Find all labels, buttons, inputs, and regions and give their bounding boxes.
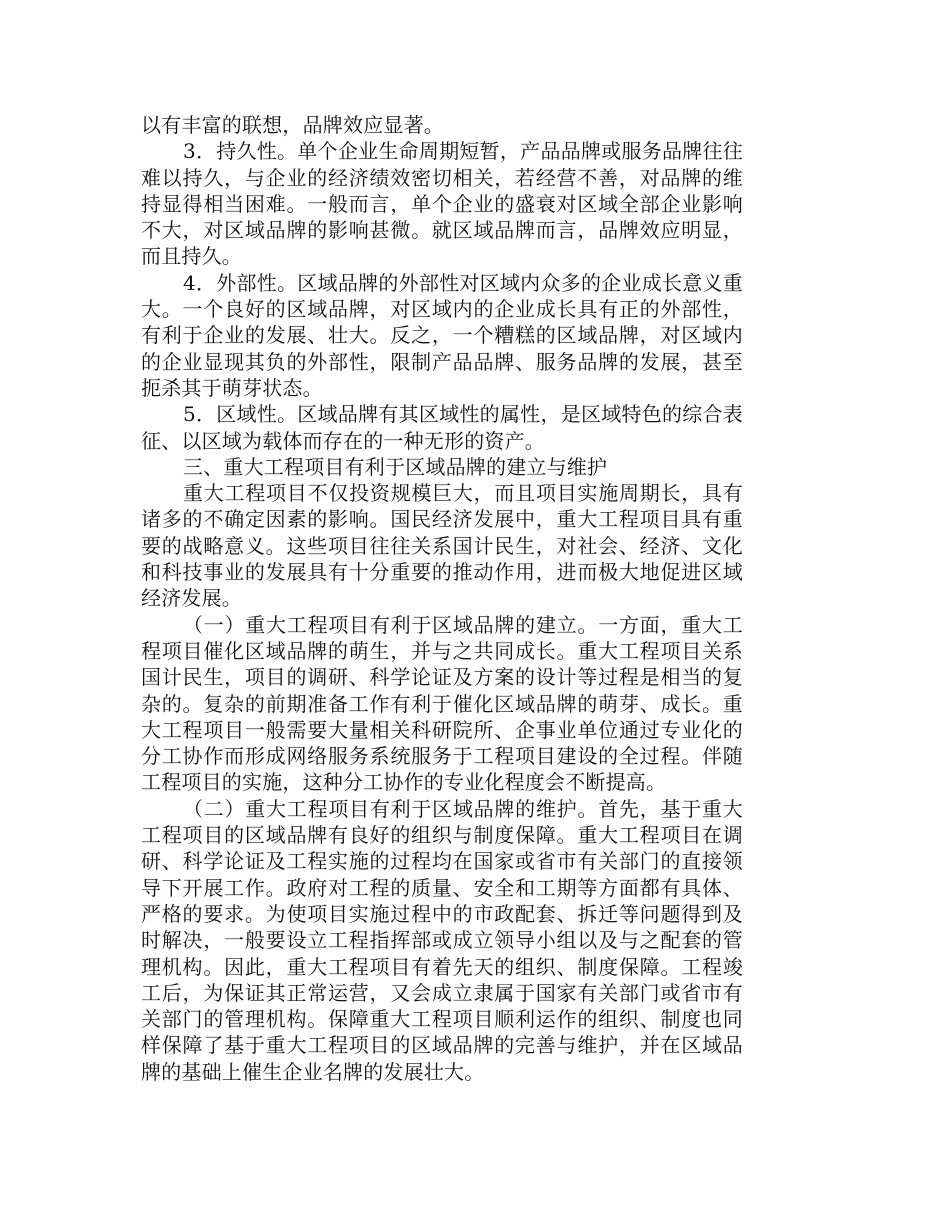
document-page bbox=[141, 112, 743, 1085]
paragraph-brand-maintenance: （二）重大工程项目有利于区域品牌的维护。首先，基于重大工程项目的区域品牌有良好的组织与制度保障。重大工程项目在调研、科学论证及工程实施的过程均在国家或省市有关部门的直接领导下开展工作。政府对工程的质量、安全和工期等方面都有具体、严格的要求。为使项目实施过程中的市政配套、拆迁等问题得到及时解决，一般要设立工程指挥部或成立领导小组以及与之配套的管理机构。因此，重大工程项目有着先天的组织、制度保障。工程竣工后，为保证其正常运营，又会成立隶属于国家有关部门或省市有关部门的管理机构。保障重大工程项目顺利运作的组织、制度也同样保障了基于重大工程项目的区域品牌的完善与维护，并在区域品牌的基础上催生企业名牌的发展壮大。 bbox=[141, 796, 743, 1084]
paragraph-major-projects: 重大工程项目不仅投资规模巨大，而且项目实施周期长，具有诸多的不确定因素的影响。国民经济发展中，重大工程项目具有重要的战略意义。这些项目往往关系国计民生，对社会、经济、文化和科技事业的发展具有十分重要的推动作用，进而极大地促进区域经济发展。 bbox=[141, 481, 743, 611]
paragraph-brand-establishment: （一）重大工程项目有利于区域品牌的建立。一方面，重大工程项目催化区域品牌的萌生，并与之共同成长。重大工程项目关系国计民生，项目的调研、科学论证及方案的设计等过程是相当的复杂的。复杂的前期准备工作有利于催化区域品牌的萌芽、成长。重大工程项目一般需要大量相关科研院所、企事业单位通过专业化的分工协作而形成网络服务系统服务于工程项目建设的全过程。伴随工程项目的实施，这种分工协作的专业化程度会不断提高。 bbox=[141, 612, 743, 795]
section-heading: 三、重大工程项目有利于区域品牌的建立与维护 bbox=[183, 454, 608, 479]
paragraph-durability: 3．持久性。单个企业生命周期短暂，产品品牌或服务品牌往往难以持久，与企业的经济绩效密切相关，若经营不善，对品牌的维持显得相当困难。一般而言，单个企业的盛衰对区域全部企业影响不大，对区域品牌的影响甚微。就区域品牌而言，品牌效应明显，而且持久。 bbox=[141, 139, 743, 269]
paragraph-regionality: 5．区域性。区域品牌有其区域性的属性，是区域特色的综合表征、以区域为载体而存在的一种无形的资产。 bbox=[141, 402, 743, 453]
paragraph-continuation: 以有丰富的联想，品牌效应显著。 bbox=[141, 113, 444, 137]
paragraph-externality: 4．外部性。区域品牌的外部性对区域内众多的企业成长意义重大。一个良好的区域品牌，对区域内的企业成长具有正的外部性，有利于企业的发展、壮大。反之，一个糟糕的区域品牌，对区域内的企业显现其负的外部性，限制产品品牌、服务品牌的发展，甚至扼杀其于萌芽状态。 bbox=[141, 270, 743, 400]
